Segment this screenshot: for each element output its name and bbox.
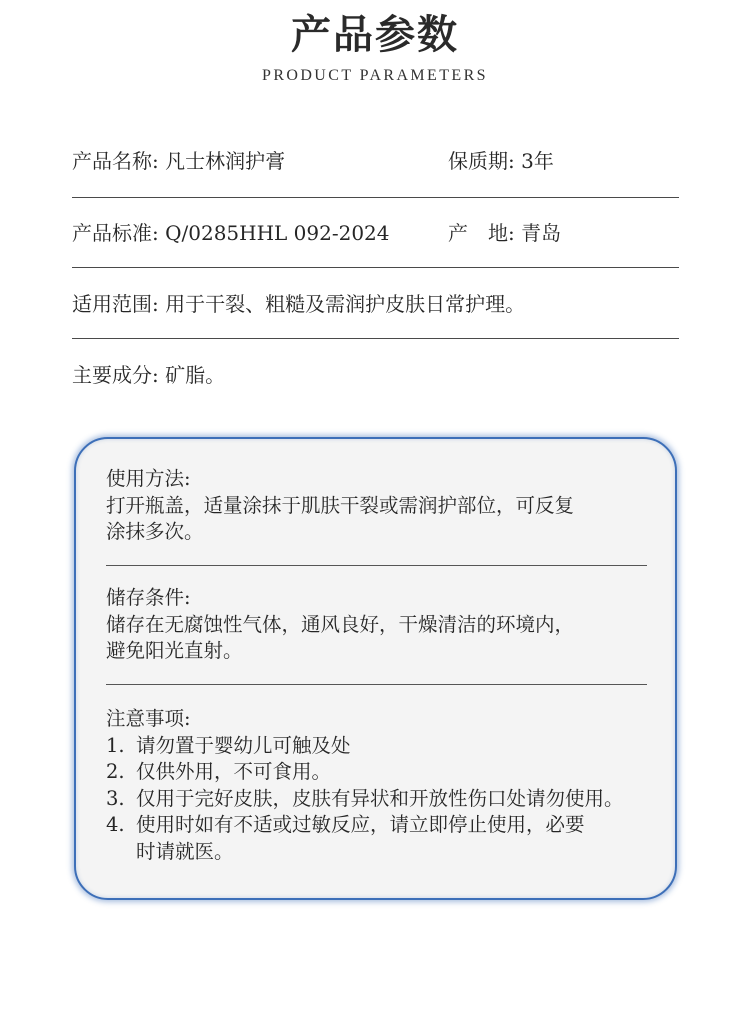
note-number: 4. bbox=[106, 813, 125, 836]
param-product-name-value: 凡士林润护膏 bbox=[165, 149, 286, 173]
note-text-line: 使用时如有不适或过敏反应，请立即停止使用，必要 bbox=[136, 813, 585, 836]
card-divider bbox=[106, 684, 647, 685]
param-shelf-life-label: 保质期: bbox=[448, 149, 522, 173]
divider bbox=[72, 267, 679, 268]
param-ingredients-label: 主要成分: bbox=[72, 363, 166, 387]
param-origin-value: 青岛 bbox=[521, 221, 562, 245]
note-text-line: 时请就医。 bbox=[136, 839, 234, 863]
param-origin bbox=[448, 219, 561, 247]
note-text: 仅供外用，不可食用。 bbox=[136, 760, 332, 783]
param-shelf-life bbox=[448, 147, 554, 175]
notes-section bbox=[106, 706, 656, 865]
note-number: 3. bbox=[106, 786, 125, 810]
divider bbox=[72, 197, 679, 198]
param-scope-label: 适用范围: bbox=[72, 292, 166, 316]
param-product-name bbox=[72, 147, 285, 175]
note-number: 1. bbox=[106, 733, 125, 757]
card-divider bbox=[106, 565, 647, 566]
param-standard bbox=[72, 219, 390, 247]
note-text-wrapped bbox=[136, 812, 656, 865]
note-text: 仅用于完好皮肤，皮肤有异状和开放性伤口处请勿使用。 bbox=[136, 786, 624, 810]
storage-section bbox=[106, 585, 656, 665]
usage-heading: 使用方法: bbox=[106, 467, 191, 490]
note-item bbox=[106, 759, 656, 786]
param-scope-value: 用于干裂、粗糙及需润护皮肤日常护理。 bbox=[165, 292, 526, 316]
storage-heading: 储存条件: bbox=[106, 586, 191, 609]
instructions-card bbox=[74, 437, 677, 900]
param-standard-label: 产品标准: bbox=[72, 221, 166, 245]
note-item bbox=[106, 786, 656, 813]
note-item bbox=[106, 812, 656, 865]
param-origin-label: 产 地: bbox=[448, 221, 522, 245]
divider bbox=[72, 338, 679, 339]
param-ingredients bbox=[72, 361, 225, 389]
param-shelf-life-value: 3年 bbox=[521, 149, 554, 173]
note-text: 请勿置于婴幼儿可触及处 bbox=[136, 733, 351, 757]
param-product-name-label: 产品名称: bbox=[72, 149, 166, 173]
note-number: 2. bbox=[106, 760, 125, 783]
note-item bbox=[106, 733, 656, 760]
param-standard-value: Q/0285HHL 092-2024 bbox=[165, 221, 390, 245]
usage-line: 涂抹多次。 bbox=[106, 520, 204, 543]
param-scope bbox=[72, 290, 525, 318]
storage-line: 储存在无腐蚀性气体，通风良好，干燥清洁的环境内， bbox=[106, 612, 575, 636]
storage-line: 避免阳光直射。 bbox=[106, 639, 243, 662]
notes-heading: 注意事项: bbox=[106, 707, 191, 730]
page-title: 产品参数 bbox=[291, 11, 459, 58]
param-ingredients-value: 矿脂。 bbox=[165, 363, 226, 387]
usage-line: 打开瓶盖，适量涂抹于肌肤干裂或需润护部位，可反复 bbox=[106, 493, 575, 517]
usage-section bbox=[106, 466, 656, 546]
page-subtitle: PRODUCT PARAMETERS bbox=[262, 67, 488, 84]
